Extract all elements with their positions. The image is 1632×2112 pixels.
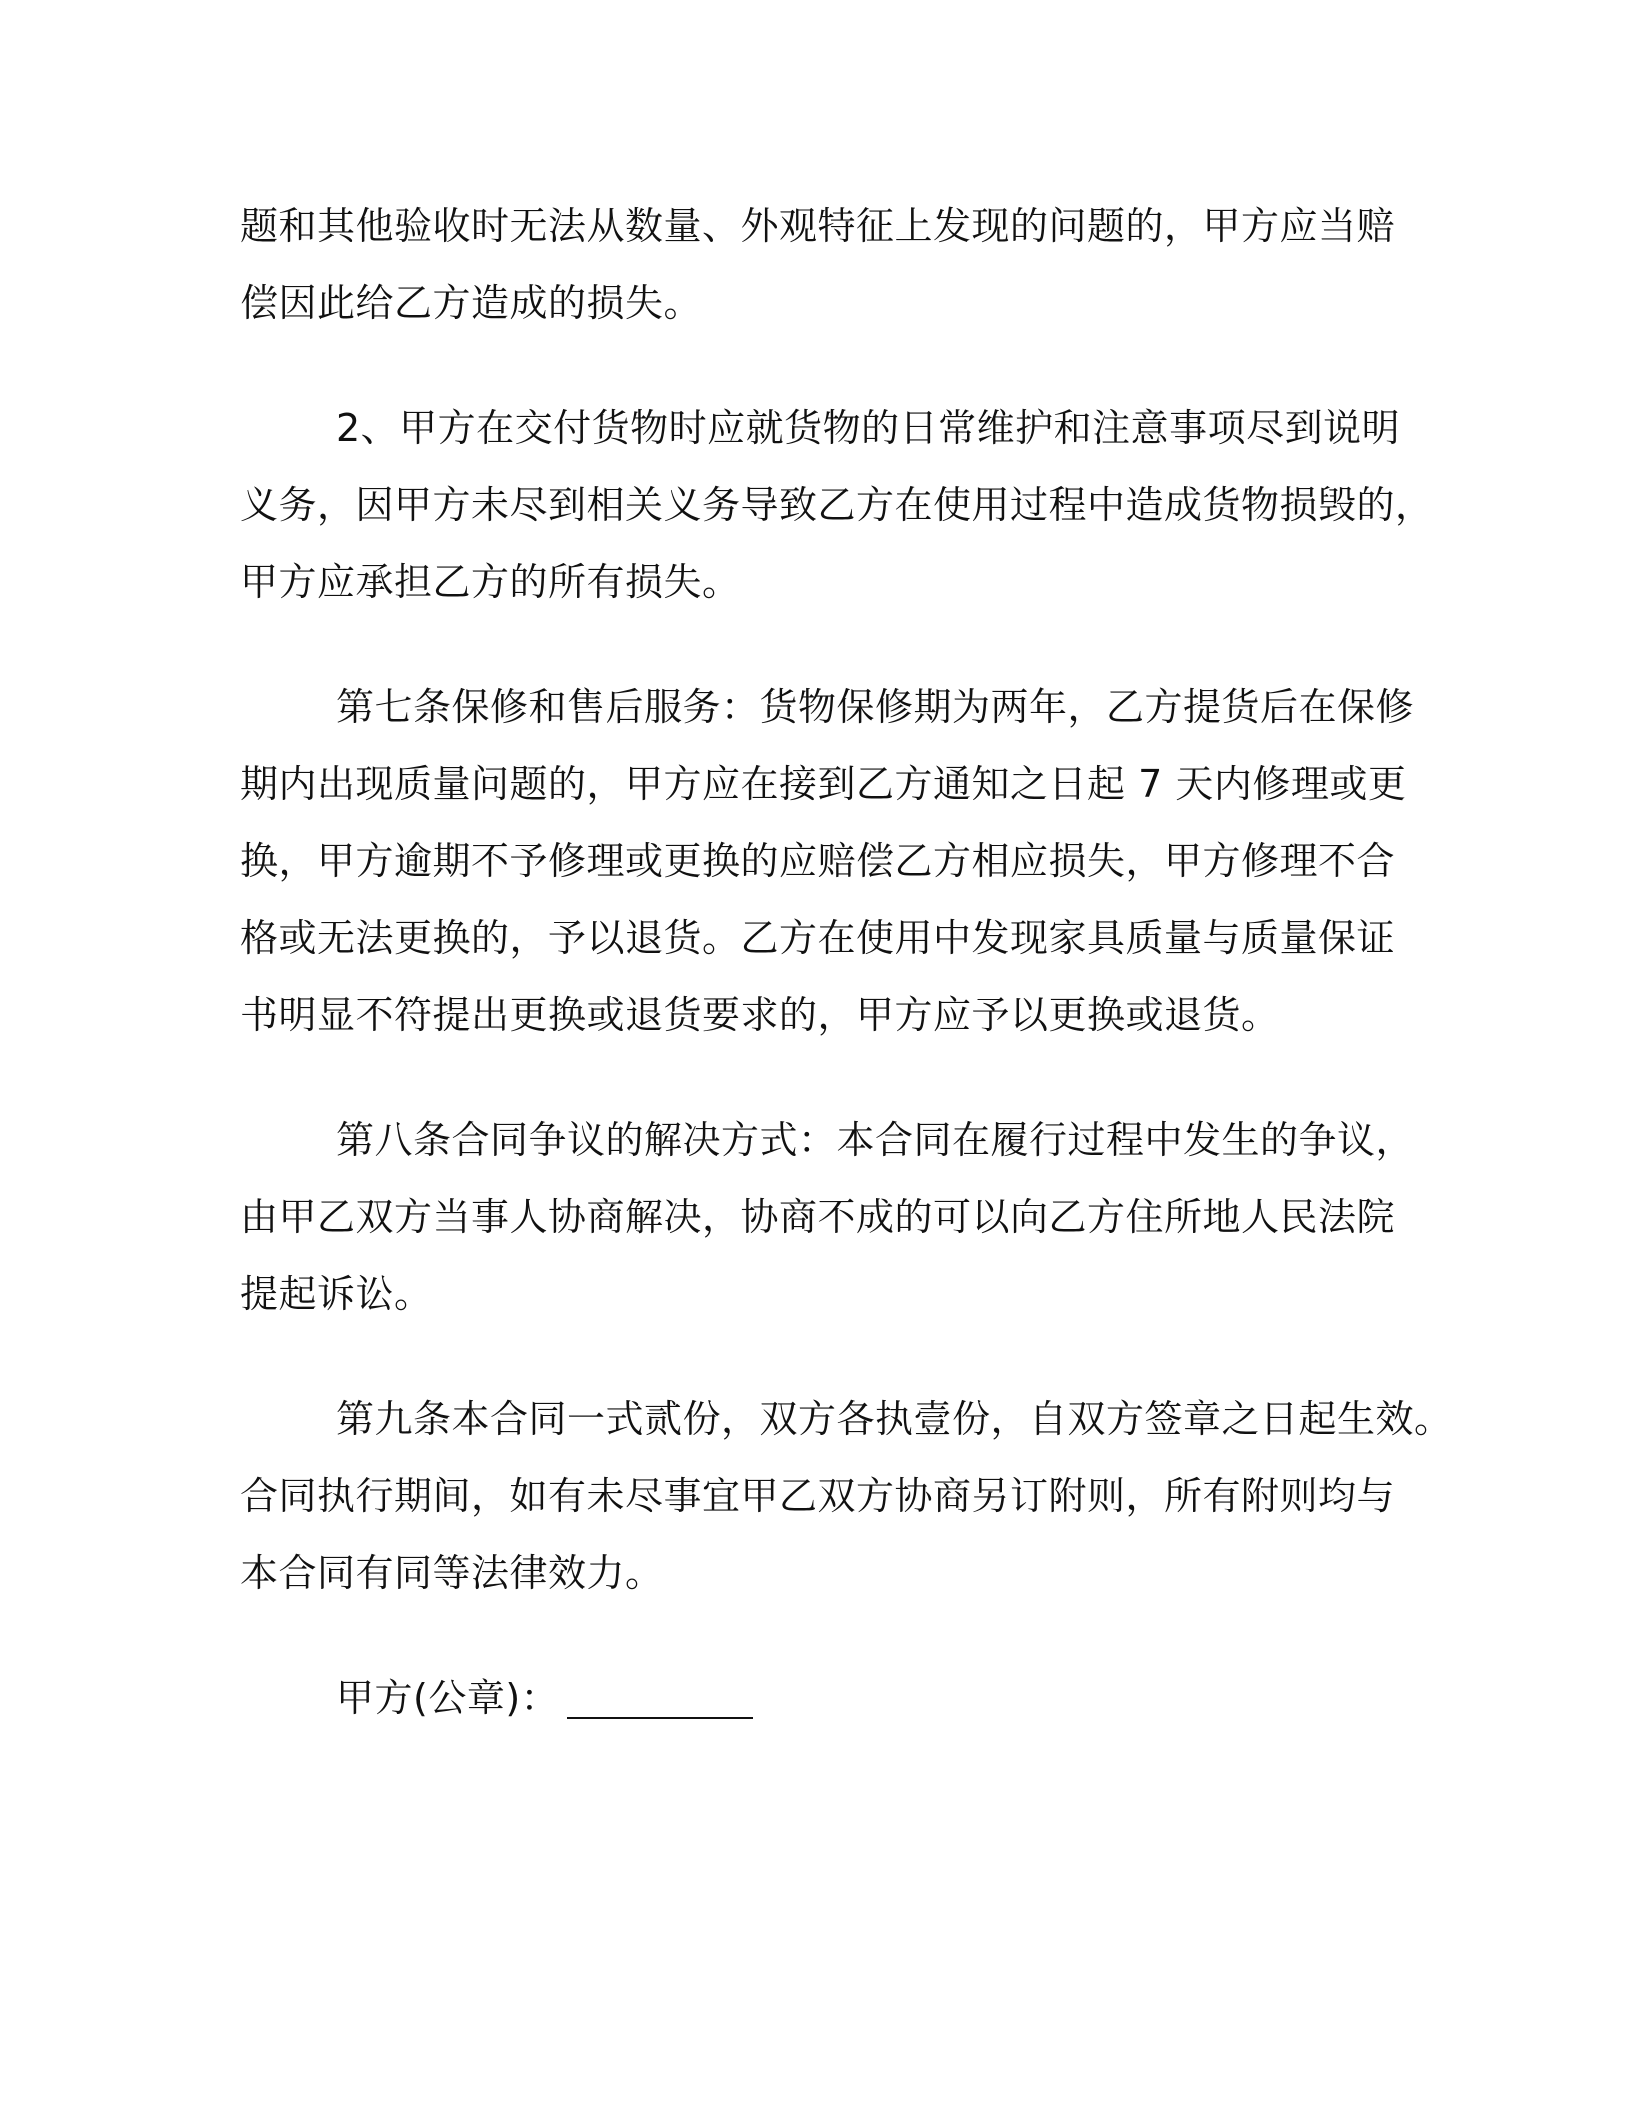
paragraph-article-7-warranty — [240, 669, 1415, 1054]
text-line: 题和其他验收时无法从数量、外观特征上发现的问题的，甲方应当赔 — [240, 204, 1396, 248]
text-line: 第七条保修和售后服务：货物保修期为两年，乙方提货后在保修 — [336, 685, 1415, 729]
paragraph-maintenance-duty — [240, 390, 1434, 621]
text-line: 偿因此给乙方造成的损失。 — [240, 281, 703, 325]
paragraph-article-9-copies — [240, 1381, 1453, 1612]
paragraph-article-8-dispute — [240, 1102, 1415, 1333]
paragraph-damage-compensation — [240, 188, 1415, 342]
text-line: 本合同有同等法律效力。 — [240, 1551, 664, 1595]
text-line: 2、甲方在交付货物时应就货物的日常维护和注意事项尽到说明 — [336, 406, 1401, 450]
text-line: 书明显不符提出更换或退货要求的，甲方应予以更换或退货。 — [240, 993, 1280, 1037]
text-line: 第九条本合同一式贰份，双方各执壹份，自双方签章之日起生效。 — [336, 1397, 1453, 1441]
text-line: 提起诉讼。 — [240, 1272, 433, 1316]
text-line: 合同执行期间，如有未尽事宜甲乙双方协商另订附则，所有附则均与 — [240, 1474, 1396, 1518]
document-body — [240, 188, 1453, 1737]
signature-party-a — [240, 1660, 1415, 1737]
text-line: 第八条合同争议的解决方式：本合同在履行过程中发生的争议， — [336, 1118, 1415, 1162]
signature-label: 甲方(公章)： — [336, 1676, 560, 1720]
text-line: 由甲乙双方当事人协商解决，协商不成的可以向乙方住所地人民法院 — [240, 1195, 1396, 1239]
text-line: 换，甲方逾期不予修理或更换的应赔偿乙方相应损失，甲方修理不合 — [240, 839, 1396, 883]
text-line: 格或无法更换的，予以退货。乙方在使用中发现家具质量与质量保证 — [240, 916, 1396, 960]
signature-blank-line — [567, 1717, 753, 1719]
text-line: 甲方应承担乙方的所有损失。 — [240, 560, 741, 604]
text-line: 义务，因甲方未尽到相关义务导致乙方在使用过程中造成货物损毁的， — [240, 483, 1434, 527]
text-line: 期内出现质量问题的，甲方应在接到乙方通知之日起 7 天内修理或更 — [240, 762, 1407, 806]
